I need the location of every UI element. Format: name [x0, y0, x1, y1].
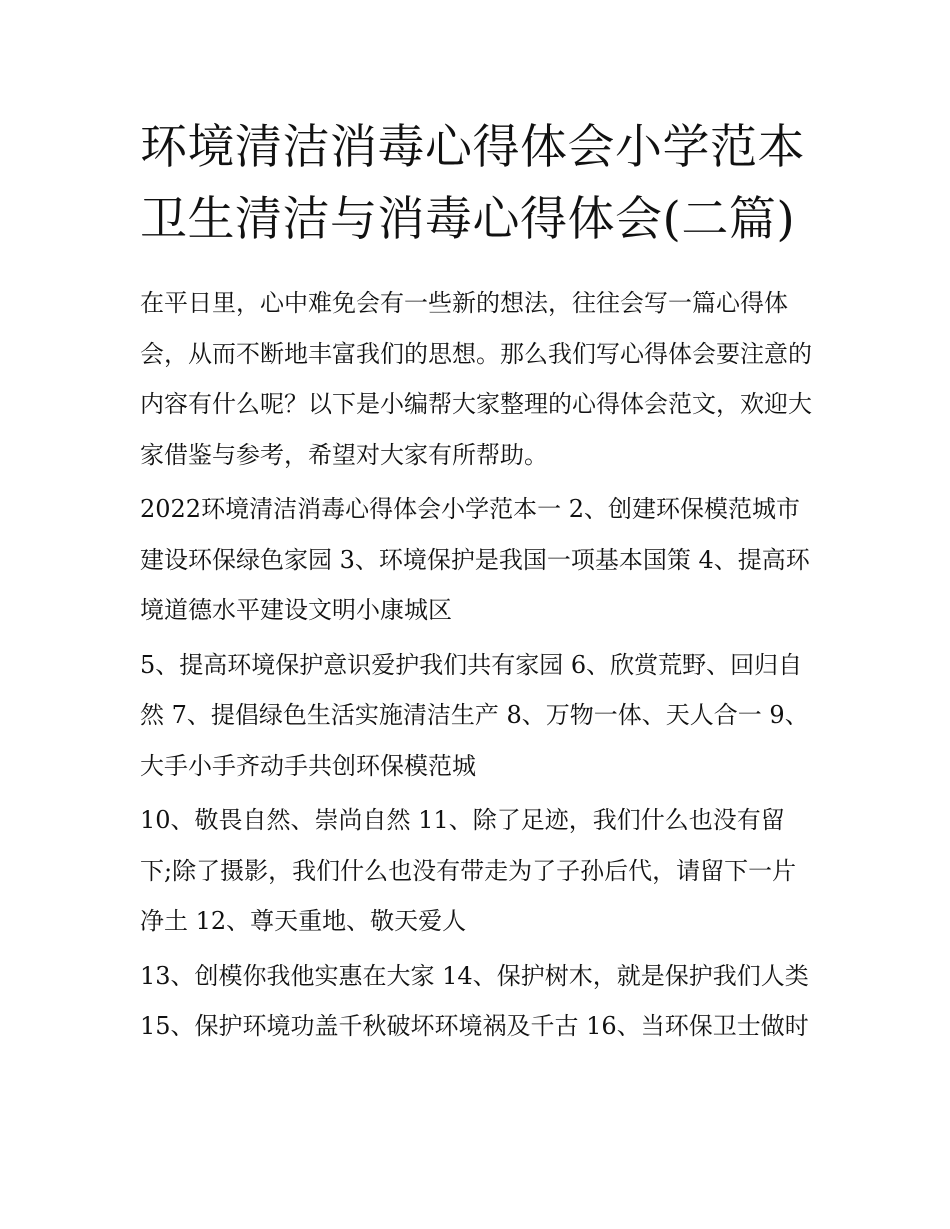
body-paragraph-1: 2022环境清洁消毒心得体会小学范本一 2、创建环保模范城市建设环保绿色家园 3、环境保护是我国一项基本国策 4、提高环境道德水平建设文明小康城区: [140, 495, 810, 624]
body-paragraph-2: 5、提高环境保护意识爱护我们共有家园 6、欣赏荒野、回归自然 7、提倡绿色生活实施清洁生产 8、万物一体、天人合一 9、大手小手齐动手共创环保模范城: [140, 650, 809, 780]
body-paragraph-3: 10、敬畏自然、崇尚自然 11、除了足迹，我们什么也没有留下;除了摄影，我们什么也没有带走为了子孙后代，请留下一片净土 12、尊天重地、敬天爱人: [140, 806, 797, 935]
document-page: [140, 112, 812, 1052]
body-paragraph-4: 13、创模你我他实惠在大家 14、保护树木，就是保护我们人类 15、保护环境功盖千秋破坏环境祸及千古 16、当环保卫士做时: [140, 961, 809, 1040]
intro-paragraph: 在平日里，心中难免会有一些新的想法，往往会写一篇心得体会，从而不断地丰富我们的思想。那么我们写心得体会要注意的内容有什么呢？以下是小编帮大家整理的心得体会范文，欢迎大家借鉴与参考，希望对大家有所帮助。: [140, 289, 812, 469]
document-title: 环境清洁消毒心得体会小学范本 卫生清洁与消毒心得体会(二篇): [140, 120, 805, 247]
